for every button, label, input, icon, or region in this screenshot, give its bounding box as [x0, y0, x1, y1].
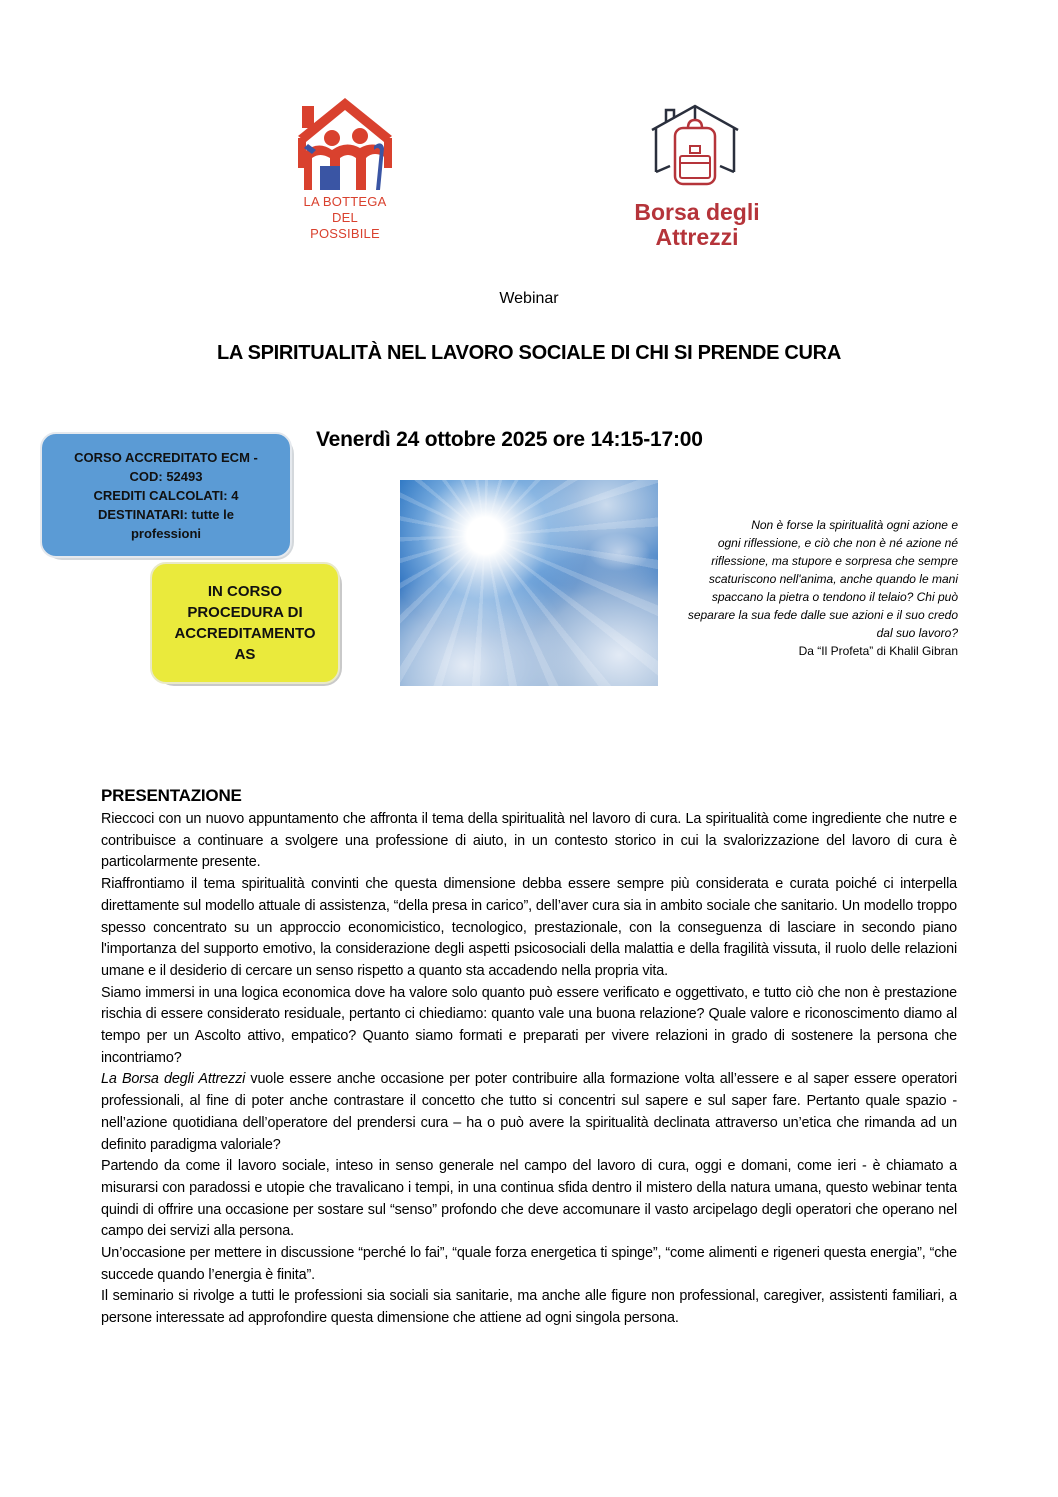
quote-line: riflessione, ma stupore e sorpresa che sempre: [711, 554, 958, 568]
paragraph: Siamo immersi in una logica economica dove ha valore solo quanto può essere verificato e oggettivato, e tutto ciò che non è prestazione rischia di essere considerato residuale, pertanto ci chiediamo: quanto vale una buona relazione? Quale valore e riconoscimento diamo al tempo per un Ascolto attivo, empatico? Quanto siamo formati e preparati per vivere relazioni in grado di sostenere la persona che incontriamo?: [101, 984, 957, 1066]
logo-text-line-1: Borsa degli: [634, 199, 760, 225]
quote-line: scaturiscono nell'anima, anche quando le mani: [708, 572, 958, 586]
paragraph: [101, 1069, 957, 1156]
ecm-accreditation-badge: [40, 432, 292, 558]
section-heading-presentazione: PRESENTAZIONE: [101, 786, 242, 805]
logo-text-line-3: POSSIBILE: [310, 226, 380, 241]
paragraph: Riaffrontiamo il tema spiritualità convinti che questa dimensione debba essere sempre più considerata e curata poiché ci interpella direttamente sul modello attuale di assistenza, “della presa in carico”, dell’aver cura sia in ambito sociale che sanitario. Un modello troppo spesso concentrato su un approccio economicistico, tecnologico, prestazionale, con la conseguenza di lasciare in secondo piano l'importanza del supporto emotivo, la considerazione degli aspetti psicosociali della malattia e della fragilità vissuta, il ruolo delle relazioni umane e il desiderio di cercare un senso rispetto a quanto sta accadendo nella propria vita.: [101, 876, 957, 979]
ecm-line-4: DESTINATARI: tutte le: [97, 506, 234, 522]
as-accreditation-badge: [150, 562, 340, 684]
logo-text-line-2: Attrezzi: [655, 224, 739, 250]
quote-line: ogni riflessione, e ciò che non è né azione né: [717, 536, 958, 550]
ecm-line-1: CORSO ACCREDITATO ECM -: [74, 449, 258, 465]
paragraph: Rieccoci con un nuovo appuntamento che affronta il tema della spiritualità nel lavoro di cura. La spiritualità come ingrediente che nutre e contribuisce a continuare a svolgere una professione di aiuto, in un contesto storico in cui la svalorizzazione del lavoro di cura è particolarmente presente.: [101, 811, 957, 871]
logo-borsa-degli-attrezzi: [612, 100, 782, 250]
logo-text-line-1: LA BOTTEGA: [303, 194, 387, 209]
as-line-4: AS: [234, 646, 256, 663]
paragraph: Il seminario si rivolge a tutti le professioni sia sociali sia sanitarie, ma anche alle figure non professional, caregiver, assistenti familiari, a persone interessate ad approfondire questa dimensione che attiene ad ogni singola persona.: [101, 1288, 957, 1327]
sky-sun-image: [400, 480, 658, 686]
quote-line: dal suo lavoro?: [876, 626, 958, 640]
presentation-body: [101, 809, 957, 1330]
event-date: Venerdì 24 ottobre 2025 ore 14:15-17:00: [316, 428, 703, 451]
paragraph: Un’occasione per mettere in discussione “perché lo fai”, “quale forza energetica ti spinge”, “come alimenti e rigeneri questa energia”, “che succede quando l’energia è finita”.: [101, 1245, 957, 1283]
page-title: LA SPIRITUALITÀ NEL LAVORO SOCIALE DI CHI SI PRENDE CURA: [217, 342, 841, 364]
as-line-1: IN CORSO: [207, 583, 283, 600]
gibran-quote: [660, 516, 958, 660]
ecm-line-2: COD: 52493: [129, 468, 203, 484]
event-kicker: Webinar: [499, 290, 559, 307]
as-line-3: ACCREDITAMENTO: [174, 625, 316, 642]
as-line-2: PROCEDURA DI: [187, 604, 303, 621]
logo-text-line-2: DEL: [332, 210, 358, 225]
logo-la-bottega-del-possibile: [290, 96, 400, 244]
house-people-icon: [290, 96, 400, 192]
italic-org-name: La Borsa degli Attrezzi: [101, 1071, 246, 1088]
ecm-line-3: CREDITI CALCOLATI: 4: [93, 487, 239, 503]
sun-rays: [400, 480, 658, 686]
quote-line: Non è forse la spiritualità ogni azione e: [751, 518, 958, 532]
quote-line: separare la sua fede dalle sue azioni e il suo credo: [687, 608, 958, 622]
quote-attribution: Da “Il Profeta” di Khalil Gibran: [798, 644, 958, 658]
quote-line: spaccano la pietra o tendono il telaio? Chi può: [711, 590, 958, 604]
paragraph-text: vuole essere anche occasione per poter contribuire alla formazione volta all’essere e al saper essere operatori professionali, al fine di poter anche contrastare il concetto che tutto si concentri sul sapere e sul saper fare. Pertanto quale spazio - nell’azione quotidiana dell’operatore del prendersi cura – ha o può avere la spiritualità declinata attraverso un’etica che rimanda ad un definito paradigma valoriale?: [101, 1071, 957, 1153]
ecm-line-5: professioni: [130, 525, 202, 541]
house-backpack-icon: [612, 100, 782, 192]
paragraph: Partendo da come il lavoro sociale, inteso in senso generale nel campo del lavoro di cura, oggi e domani, come ieri - è chiamato a misurarsi con paradossi e utopie che travalicano i tempi, in una continua sfida dentro il mistero della natura umana, questo webinar tenta quindi di offrire una occasione per sostare sul “senso” profondo che deve accomunare il vasto arcipelago degli operatori che operano nel campo dei servizi alla persona.: [101, 1158, 957, 1240]
